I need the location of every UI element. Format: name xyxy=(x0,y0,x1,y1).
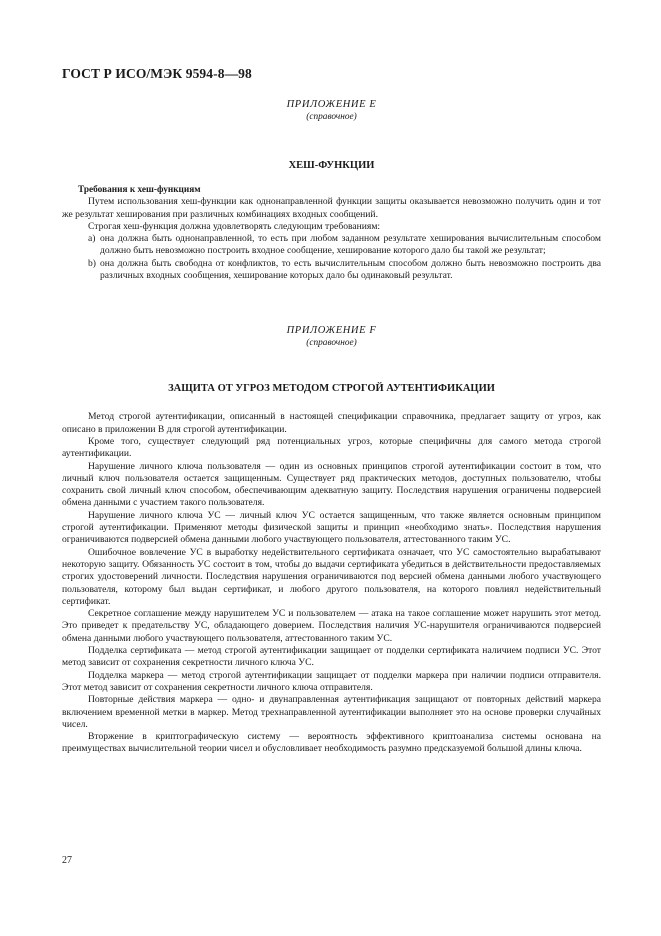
document-header: ГОСТ Р ИСО/МЭК 9594-8—98 xyxy=(62,66,252,81)
page-number: 27 xyxy=(62,855,72,866)
annex-e-subheading: Требования к хеш-функциям xyxy=(78,185,201,195)
annex-f-note: (справочное) xyxy=(306,338,357,349)
annex-e-section-title: ХЕШ-ФУНКЦИИ xyxy=(288,160,375,171)
annex-f-paragraph: Секретное соглашение между нарушителем УС и пользователем — атака на такое соглашение может нарушить этот метод. Это приведет к предательству УС, обладающего доверием. Последствия наличия УС-нарушителя ограничиваются подверсией обмена данными любого участвующего пользователя, аттестованного таким УС. xyxy=(62,608,601,644)
annex-e-note: (справочное) xyxy=(306,112,357,122)
annex-f-section-title: ЗАЩИТА ОТ УГРОЗ МЕТОДОМ СТРОГОЙ АУТЕНТИФИКАЦИИ xyxy=(168,383,495,395)
list-item-label: b) xyxy=(88,257,96,269)
annex-e-paragraph: Строгая хеш-функция должна удовлетворять следующим требованиям: xyxy=(88,220,381,232)
list-item-text: она должна быть однонаправленной, то есть при любом заданном результате хеширования вычислительным способом должно быть невозможно построить входное сообщение, хеширование которого дало бы такой же результат; xyxy=(100,233,601,257)
annex-f-paragraph: Подделка маркера — метод строгой аутентификации защищает от подделки маркера при наличии подписи отправителя. Этот метод зависит от сохранения секретности личного ключа отправителя. xyxy=(62,669,601,693)
annex-f-paragraph: Подделка сертификата — метод строгой аутентификации защищает от подделки сертификата наличием подписи УС. Этот метод зависит от сохранения секретности личного ключа УС. xyxy=(62,645,601,669)
annex-e-paragraph: Путем использования хеш-функции как однонаправленной функции защиты оказывается невозможно получить один и тот же результат хеширования при различных комбинациях входных сообщений. xyxy=(62,196,601,220)
annex-f-paragraph: Ошибочное вовлечение УС в выработку недействительного сертификата означает, что УС самостоятельно вырабатывают некоторую защиту. Обязанность УС состоит в том, чтобы до выдачи сертификата убедиться в действительности предоставляемых строгих удостоверений личности. Последствия нарушения ограничиваются под версией обмена данными любого участвующего пользователя, которому был выдан сертификат, и любого другого пользователя, на которого повлиял недействительный сертификат. xyxy=(62,546,601,607)
annex-f-paragraph: Нарушение личного ключа пользователя — один из основных принципов строгой аутентификации состоит в том, что личный ключ пользователя остается защищенным. Существует ряд практических методов, доступных пользователю, чтобы сохранить свой личный ключ способом, обеспечивающим адекватную защиту. Последствия нарушения ограничены подверсией обмена данными с участием такого пользователя. xyxy=(62,460,601,509)
list-item-label: а) xyxy=(88,233,96,245)
annex-f-paragraph: Нарушение личного ключа УС — личный ключ УС остается защищенным, что также является основным принципом строгой аутентификации. Применяют методы физической защиты и принцип «необходимо знать». Последствия нарушения ограничиваются подверсией обмена данными любого участвующего пользователя, аттестованного таким УС. xyxy=(62,509,601,546)
annex-f-paragraph: Повторные действия маркера — одно- и двунаправленная аутентификация защищают от повторных действий маркера включением временной метки в маркер. Метод трехнаправленной аутентификации выполняет это на основе проверки случайных чисел. xyxy=(62,694,601,730)
annex-f-body xyxy=(62,411,601,755)
list-item xyxy=(62,233,601,258)
list-item xyxy=(62,258,601,283)
page-content xyxy=(62,98,601,756)
annex-f-title: ПРИЛОЖЕНИЕ F xyxy=(286,325,377,337)
annex-e-title: ПРИЛОЖЕНИЕ Е xyxy=(286,99,377,110)
annex-f-paragraph: Кроме того, существует следующий ряд потенциальных угроз, которые специфичны для самого метода строгой аутентификации. xyxy=(62,435,601,460)
annex-f-paragraph: Метод строгой аутентификации, описанный в настоящей спецификации справочника, предлагает защиту от угроз, как описано в приложении В для строгой аутентификации. xyxy=(62,411,601,435)
list-item-text: она должна быть свободна от конфликтов, то есть вычислительным способом должно быть невозможно построить два различных входных сообщения, хеширование которых дало бы одинаковый результат. xyxy=(100,257,601,282)
annex-f-paragraph: Вторжение в криптографическую систему — вероятность эффективного криптоанализа системы основана на преимуществах вычислительной теории чисел и обусловливает необходимость разумно предсказуемой большой длины ключа. xyxy=(62,731,601,755)
